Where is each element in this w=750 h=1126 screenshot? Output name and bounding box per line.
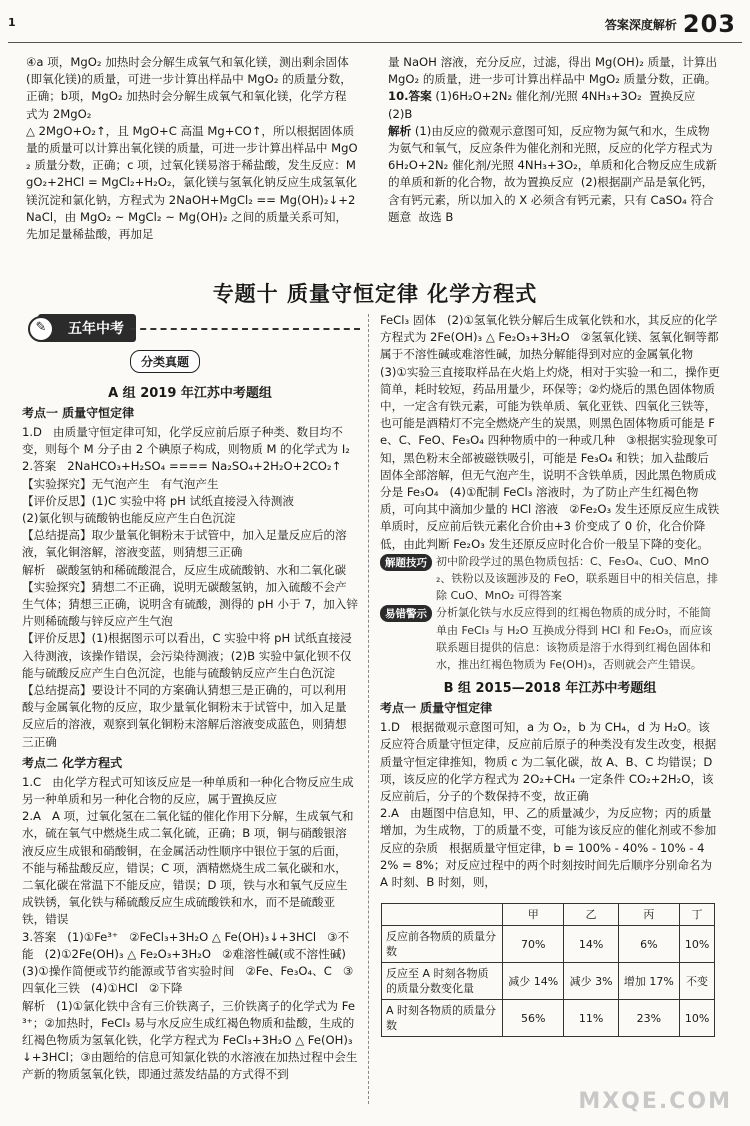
table-cell: 增加 17% <box>618 963 679 1000</box>
paragraph: 2.A 由题图中信息知，甲、乙的质量减少，为反应物；丙的质量增加，为生成物，丁的质量不变，可能为该反应的催化剂或不参加反应的杂质 根据质量守恒定律，b = 100% - 40% - 10% - 42% = 8%；对反应过程中的两个时刻按时间先后顺序分别命名为 A 时刻、B 时刻，则， <box>380 806 717 890</box>
table-cell: 23% <box>618 1000 679 1037</box>
table-row <box>382 1000 715 1037</box>
column-divider <box>368 314 369 1104</box>
table-cell: 反应前各物质的质量分数 <box>382 926 503 963</box>
table-cell: 丁 <box>680 904 715 926</box>
table-cell: 56% <box>503 1000 564 1037</box>
table-cell: 10% <box>680 1000 715 1037</box>
paragraph: △ 2MgO+O₂↑，且 MgO+C 高温 Mg+CO↑，所以根据固体质量的质量可以计算出氧化镁的质量，可进一步计算出样品中 MgO₂ 质量分数，正确；c 项，过氧化镁易溶于稀盐酸，发生反应：MgO₂+2HCl = MgCl₂+H₂O₂，氯化镁与氢氧化钠反应生成氢氧化镁沉淀和氯化钠，方程式为 2NaOH+MgCl₂ == Mg(OH)₂↓+2NaCl，由 MgO₂ ~ MgCl₂ ~ Mg(OH)₂ 之间的质量关系可知，先加足量稀盐酸，再加足 <box>26 123 358 242</box>
table-header-row <box>382 904 715 926</box>
warning-text: 分析氯化铁与水反应得到的红褐色物质的成分时，不能简单由 FeCl₃ 与 H₂O 互换成分得到 HCl 和 Fe₂O₃，而应该联系题目提供的信息：该物质是溶于水得到红褐色固体和水，推出红褐色物质为 Fe(OH)₃，否则就会产生错误。 <box>436 606 713 672</box>
page-left-mark: 1 <box>8 16 16 29</box>
table-cell: 丙 <box>618 904 679 926</box>
answer-label: 10.答案 <box>388 89 432 104</box>
table-row <box>382 926 715 963</box>
table-cell: 14% <box>564 926 618 963</box>
five-year-banner <box>20 312 360 342</box>
right-column <box>380 312 720 902</box>
paragraph: 2.答案 2NaHCO₃+H₂SO₄ ==== Na₂SO₄+2H₂O+2CO₂↑ 【实验探究】无气泡产生 有气泡产生 【评价反思】(1)C 实验中将 pH 试纸直接浸入待测液 (2)氯化钡与硫酸钠也能反应产生白色沉淀 【总结提高】取少量氧化铜粉末于试管中，加入足量反应后的溶液，氧化铜溶解，溶液变蓝，则猜想三正确 <box>22 459 347 560</box>
paragraph: 3.答案 (1)①Fe³⁺ ②FeCl₃+3H₂O △ Fe(OH)₃↓+3HCl ③不能 (2)①2Fe(OH)₃ △ Fe₂O₃+3H₂O ②难溶性碱(或不溶性碱) (3)①操作简便或节约能源或节省实验时间 ②Fe、Fe₃O₄、C ③四氧化三铁 (4)①HCl ②下降 <box>22 929 354 996</box>
tip-label: 解题技巧 <box>380 554 432 571</box>
paragraph: FeCl₃ 固体 (2)①氢氧化铁分解后生成氧化铁和水，其反应的化学方程式为 2Fe(OH)₃ △ Fe₂O₃+3H₂O ②氢氧化镁、氢氧化铜等都属于不溶性碱或难溶性碱，加热分解能得到对应的金属氧化物 (3)①实验三直接取样品在火焰上灼烧，相对于实验一和二，操作更简单，耗时较短，药品用量少，环保等；②灼烧后的黑色固体物质中，一定含有铁元素，可能为铁单质、氧化亚铁、四氧化三铁等，也可能是酒精灯不完全燃烧产生的炭黑，则黑色固体物质可能是 Fe、C、FeO、Fe₃O₄ 四种物质中的一种或几种 ③根据实验现象可知，黑色粉末全部被磁铁吸引，可能是 Fe₃O₄ 和铁；加入盐酸后固体全部溶解，但无气泡产生，说明不含铁单质，因此黑色物质成分是 Fe₃O₄ (4)①配制 FeCl₃ 溶液时，为了防止产生红褐色物质，可向其中滴加少量的 HCl 溶液 ②Fe₂O₃ 发生还原反应生成铁单质时，反应前后铁元素化合价由+3 价变成了 0 价，化合价降低，由此判断 Fe₂O₃ 发生还原反应时化合价一般呈下降的变化。 <box>380 313 720 551</box>
banner-label: 五年中考 <box>38 314 136 342</box>
table-cell <box>382 904 503 926</box>
table-cell: 70% <box>503 926 564 963</box>
class-title: 分类真题 <box>130 350 200 373</box>
table-row <box>382 963 715 1000</box>
section-label: 答案深度解析 <box>604 17 677 32</box>
paragraph: 1.D 由质量守恒定律可知，化学反应前后原子种类、数目均不变，则每个 M 分子由 2 个碘原子构成，则物质 M 的化学式为 I₂ <box>22 425 350 457</box>
paragraph: 量 NaOH 溶液，充分反应，过滤，得出 Mg(OH)₂ 质量，计算出 MgO₂ 的质量，进一步可计算出样品中 MgO₂ 质量分数，正确。 <box>388 55 721 87</box>
tip-block <box>380 553 720 605</box>
paragraph: 解析 (1)①氯化铁中含有三价铁离子，三价铁离子的化学式为 Fe³⁺；②加热时，FeCl₃ 易与水反应生成红褐色物质和盐酸，生成的红褐色物质为氢氧化铁，化学方程式为 FeCl₃+3H₂O △ Fe(OH)₃↓+3HCl；③由题给的信息可知氯化铁的水溶液在加热过程中会生产新的物质氢氧化铁，即通过蒸发结晶的方式得不到 <box>22 998 358 1082</box>
answer-text: (1)6H₂O+2N₂ 催化剂/光照 4NH₃+3O₂ 置换反应 (2)B <box>388 89 703 121</box>
warning-label: 易错警示 <box>380 605 432 622</box>
paragraph: 解析 碳酸氢钠和稀硫酸混合，反应生成硫酸钠、水和二氧化碳 【实验探究】猜想二不正确，说明无碳酸氢钠，加入硫酸不会产生气体；猜想三正确，说明含有硫酸，测得的 pH 小于 7，加入锌片则稀硫酸与锌反应产生气泡 【评价反思】(1)根据图示可以看出，C 实验中将 pH 试纸直接浸入待测液，该操作错误，会污染待测液；(2)B 实验中氯化钡不仅能与硫酸反应产生白色沉淀，也能与硫酸钠反应产生白色沉淀 【总结提高】要设计不同的方案确认猜想三是正确的，可以利用酸与金属氧化物的反应，取少量氧化铜粉末于试管中，加入足量反应后的溶液，观察到氧化铜粉末溶解后溶液变成蓝色，则猜想三正确 <box>22 562 358 749</box>
analysis-text: (1)由反应的微观示意图可知，反应物为氮气和水，生成物为氨气和氧气，反应条件为催化剂和光照，反应的化学方程式为 6H₂O+2N₂ 催化剂/光照 4NH₃+3O₂，单质和化合物反应生成新的单质和新的化合物，故为置换反应 (2)根据副产品是氧化钙，含有钙元素，所以加入的 X 必须含有钙元素，只有 CaSO₄ 符合题意 故选 B <box>388 123 717 224</box>
table-cell: 乙 <box>564 904 618 926</box>
header-rule <box>8 42 742 43</box>
table-cell: 甲 <box>503 904 564 926</box>
table-cell: A 时刻各物质的质量分数 <box>382 1000 503 1037</box>
table-cell: 反应至 A 时刻各物质的质量分数变化量 <box>382 963 503 1000</box>
group-a-title: A 组 2019 年江苏中考题组 <box>108 386 272 401</box>
warning-block <box>380 604 720 673</box>
paragraph: ④a 项，MgO₂ 加热时会分解生成氧气和氧化镁，测出剩余固体(即氧化镁)的质量，可进一步计算出样品中 MgO₂ 的质量分数，正确；b项，MgO₂ 加热时会分解生成氧气和氧化镁，化学方程式为 2MgO₂ <box>26 55 352 121</box>
watermark: MXQE.COM <box>578 1089 732 1114</box>
tip-text: 初中阶段学过的黑色物质包括：C、Fe₃O₄、CuO、MnO₂、铁粉以及该题涉及的 FeO，联系题目中的相关信息，排除 CuO、MnO₂ 可得答案 <box>436 554 719 603</box>
topic-title: 专题十 质量守恒定律 化学方程式 <box>212 282 538 306</box>
page-header <box>605 10 736 38</box>
table-cell: 减少 3% <box>564 963 618 1000</box>
banner-dashed-line <box>130 328 360 330</box>
top-left-column <box>26 54 358 269</box>
page-number: 203 <box>682 10 736 38</box>
table-cell: 减少 14% <box>503 963 564 1000</box>
table-cell: 11% <box>564 1000 618 1037</box>
left-column <box>22 382 358 1117</box>
data-table <box>381 903 715 1037</box>
paragraph: 1.D 根据微观示意图可知，a 为 O₂，b 为 CH₄，d 为 H₂O。该反应符合质量守恒定律，反应前后原子的种类没有发生改变，根据质量守恒定律推知，物质 c 为二氧化碳，故 A、B、C 均错误；D 项，该反应的化学方程式为 2O₂+CH₄ 一定条件 CO₂+2H₂O，该反应前后，分子的个数保持不变，故正确 <box>380 720 717 804</box>
banner-emblem-icon: ✎ <box>28 316 54 342</box>
table-cell: 6% <box>618 926 679 963</box>
top-right-column <box>388 54 721 269</box>
topic-point-heading: 考点一 质量守恒定律 <box>380 701 493 716</box>
analysis-label: 解析 <box>388 123 412 138</box>
group-b-title: B 组 2015—2018 年江苏中考题组 <box>443 681 657 697</box>
topic-point-heading: 考点二 化学方程式 <box>22 755 123 770</box>
table-cell: 10% <box>680 926 715 963</box>
table-cell: 不变 <box>680 963 715 1000</box>
paragraph: 1.C 由化学方程式可知该反应是一种单质和一种化合物反应生成另一种单质和另一种化合物的反应，属于置换反应 2.A A 项，过氧化氢在二氧化锰的催化作用下分解，生成氧气和水，硫在氧气中燃烧生成二氧化硫，正确；B 项，铜与硝酸银溶液反应生成银和硝酸铜，在金属活动性顺序中银位于氢的后面，不能与稀盐酸反应，错误；C 项，酒精燃烧生成二氧化碳和水，二氧化碳在常温下不能反应，错误；D 项，铁与水和氧气反应生成铁锈，氧化铁与稀硫酸反应生成硫酸铁和水，而不是硫酸亚铁，错误 <box>22 774 354 927</box>
topic-point-heading: 考点一 质量守恒定律 <box>22 406 135 420</box>
